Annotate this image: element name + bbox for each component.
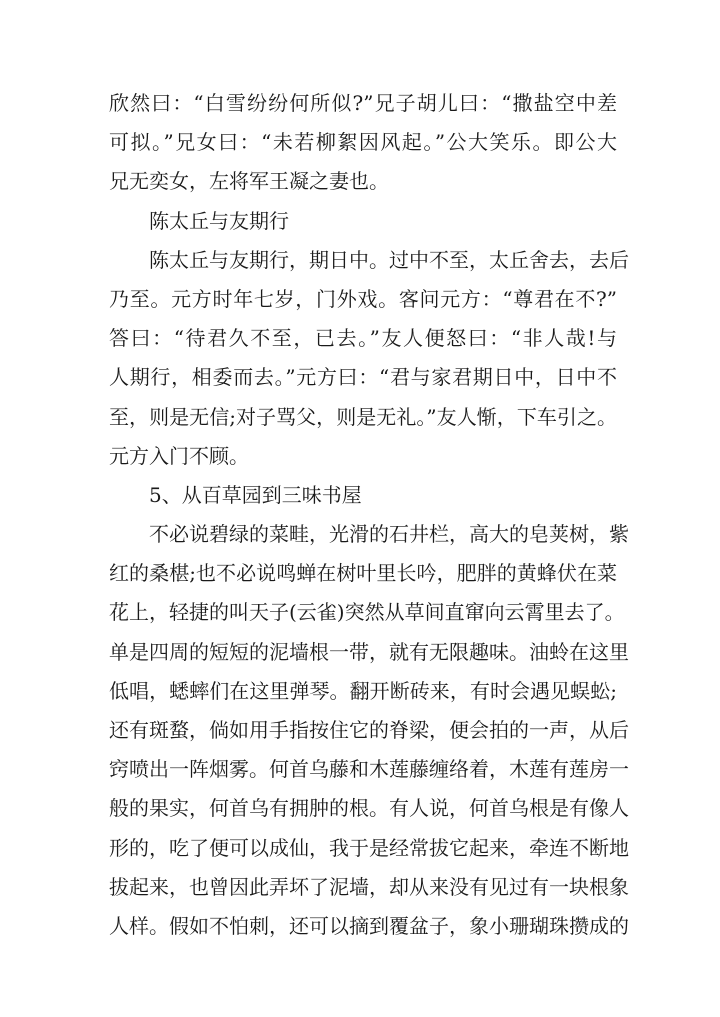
text-line: 元方入门不顾。 <box>109 443 249 468</box>
text-line: 红的桑椹;也不必说鸣蝉在树叶里长吟，肥胖的黄蜂伏在菜 <box>109 561 617 586</box>
text-line: 乃至。元方时年七岁，门外戏。客问元方：“尊君在不?” <box>109 286 617 311</box>
text-line: 陈太丘与友期行，期日中。过中不至，太丘舍去，去后 <box>149 247 629 272</box>
text-line: 人期行，相委而去。”元方曰：“君与家君期日中，日中不 <box>109 365 617 390</box>
section-heading: 5、从百草园到三味书屋 <box>149 482 362 507</box>
text-line: 至，则是无信;对子骂父，则是无礼。”友人惭，下车引之。 <box>109 404 617 429</box>
text-line: 花上，轻捷的叫天子(云雀)突然从草间直窜向云霄里去了。 <box>109 600 625 625</box>
section-heading: 陈太丘与友期行 <box>149 208 289 233</box>
document-body <box>109 84 629 946</box>
text-line: 低唱，蟋蟀们在这里弹琴。翻开断砖来，有时会遇见蜈蚣; <box>109 678 617 703</box>
text-line: 单是四周的短短的泥墙根一带，就有无限趣味。油蛉在这里 <box>109 639 629 664</box>
text-line: 形的，吃了便可以成仙，我于是经常拔它起来，牵连不断地 <box>109 835 629 860</box>
text-line: 欣然曰：“白雪纷纷何所似?”兄子胡儿曰：“撒盐空中差 <box>109 91 617 115</box>
text-line: 还有斑蝥，倘如用手指按住它的脊梁，便会拍的一声，从后 <box>109 718 629 742</box>
text-line: 答曰：“待君久不至，已去。”友人便怒曰：“非人哉!与 <box>109 326 617 351</box>
text-line: 窍喷出一阵烟雾。何首乌藤和木莲藤缠络着，木莲有莲房一 <box>109 757 629 782</box>
text-line: 可拟。”兄女曰：“未若柳絮因风起。”公大笑乐。即公大 <box>109 130 617 155</box>
text-line: 拔起来，也曾因此弄坏了泥墙，却从来没有见过有一块根象 <box>109 874 629 899</box>
text-line: 不必说碧绿的菜畦，光滑的石井栏，高大的皂荚树，紫 <box>149 522 629 547</box>
text-line: 人样。假如不怕刺，还可以摘到覆盆子，象小珊瑚珠攒成的 <box>109 913 629 938</box>
text-line: 般的果实，何首乌有拥肿的根。有人说，何首乌根是有像人 <box>109 796 629 821</box>
text-line: 兄无奕女，左将军王凝之妻也。 <box>109 169 389 194</box>
